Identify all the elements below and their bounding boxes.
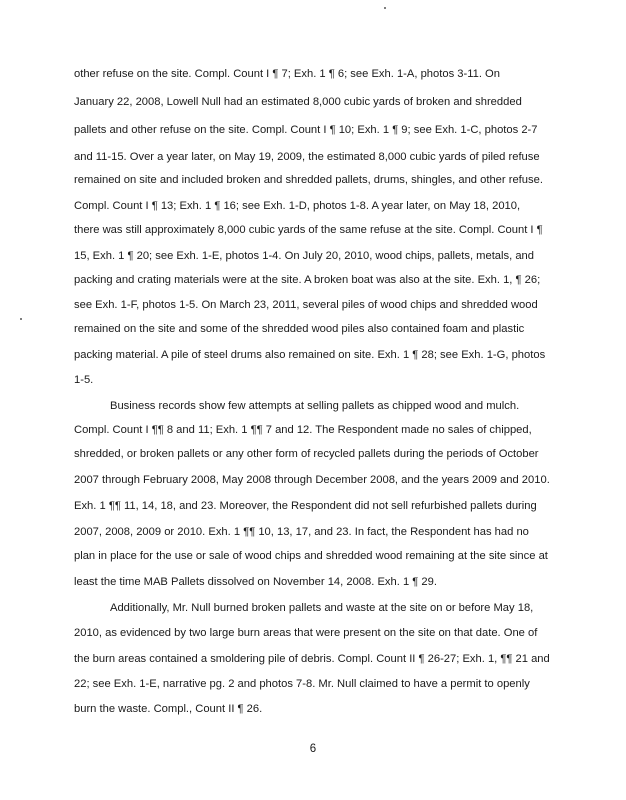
text-line: Exh. 1 ¶¶ 11, 14, 18, and 23. Moreover, the Respondent did not sell refurbished pallets during <box>74 500 537 512</box>
text-line: 22; see Exh. 1-E, narrative pg. 2 and photos 7-8. Mr. Null claimed to have a permit to openly <box>74 678 530 690</box>
text-line: 2007 through February 2008, May 2008 through December 2008, and the years 2009 and 2010. <box>74 474 550 486</box>
paragraph-first-line: Additionally, Mr. Null burned broken pallets and waste at the site on or before May 18, <box>110 602 534 614</box>
text-line: remained on site and included broken and shredded pallets, drums, shingles, and other refuse. <box>74 174 543 186</box>
text-line: plan in place for the use or sale of wood chips and shredded wood remaining at the site since at <box>74 550 548 562</box>
text-line: the burn areas contained a smoldering pile of debris. Compl. Count II ¶ 26-27; Exh. 1, ¶¶ 21 and <box>74 653 550 665</box>
text-line: 1-5. <box>74 374 94 386</box>
text-line: 15, Exh. 1 ¶ 20; see Exh. 1-E, photos 1-4. On July 20, 2010, wood chips, pallets, metals, and <box>74 250 534 262</box>
text-line: shredded, or broken pallets or any other form of recycled pallets during the periods of October <box>74 448 539 460</box>
text-line: 2010, as evidenced by two large burn areas that were present on the site on that date. One of <box>74 627 538 639</box>
text-line: 2007, 2008, 2009 or 2010. Exh. 1 ¶¶ 10, 13, 17, and 23. In fact, the Respondent has had no <box>74 526 529 538</box>
text-line: least the time MAB Pallets dissolved on November 14, 2008. Exh. 1 ¶ 29. <box>74 576 437 588</box>
scan-speck <box>384 7 386 9</box>
text-line: Compl. Count I ¶ 13; Exh. 1 ¶ 16; see Exh. 1-D, photos 1-8. A year later, on May 18, 2010, <box>74 200 521 212</box>
text-line: packing material. A pile of steel drums also remained on site. Exh. 1 ¶ 28; see Exh. 1-G, photos <box>74 349 546 361</box>
text-line: January 22, 2008, Lowell Null had an estimated 8,000 cubic yards of broken and shredded <box>74 96 522 108</box>
text-line: Compl. Count I ¶¶ 8 and 11; Exh. 1 ¶¶ 7 and 12. The Respondent made no sales of chipped, <box>74 424 532 436</box>
scan-speck <box>20 318 22 320</box>
text-line: there was still approximately 8,000 cubic yards of the same refuse at the site. Compl. Count I ¶ <box>74 224 543 236</box>
text-line: see Exh. 1-F, photos 1-5. On March 23, 2011, several piles of wood chips and shredded wood <box>74 299 538 311</box>
text-line: and 11-15. Over a year later, on May 19, 2009, the estimated 8,000 cubic yards of piled refuse <box>74 151 540 163</box>
paragraph-first-line: Business records show few attempts at selling pallets as chipped wood and mulch. <box>110 400 520 412</box>
text-line: remained on the site and some of the shredded wood piles also contained foam and plastic <box>74 323 525 335</box>
text-line: packing and crating materials were at the site. A broken boat was also at the site. Exh. 1, ¶ 26; <box>74 274 541 286</box>
text-line: other refuse on the site. Compl. Count I ¶ 7; Exh. 1 ¶ 6; see Exh. 1-A, photos 3-11. On <box>74 68 500 80</box>
text-line: pallets and other refuse on the site. Compl. Count I ¶ 10; Exh. 1 ¶ 9; see Exh. 1-C, photos 2-7 <box>74 124 538 136</box>
text-line: burn the waste. Compl., Count II ¶ 26. <box>74 703 263 715</box>
page-number: 6 <box>309 743 317 755</box>
